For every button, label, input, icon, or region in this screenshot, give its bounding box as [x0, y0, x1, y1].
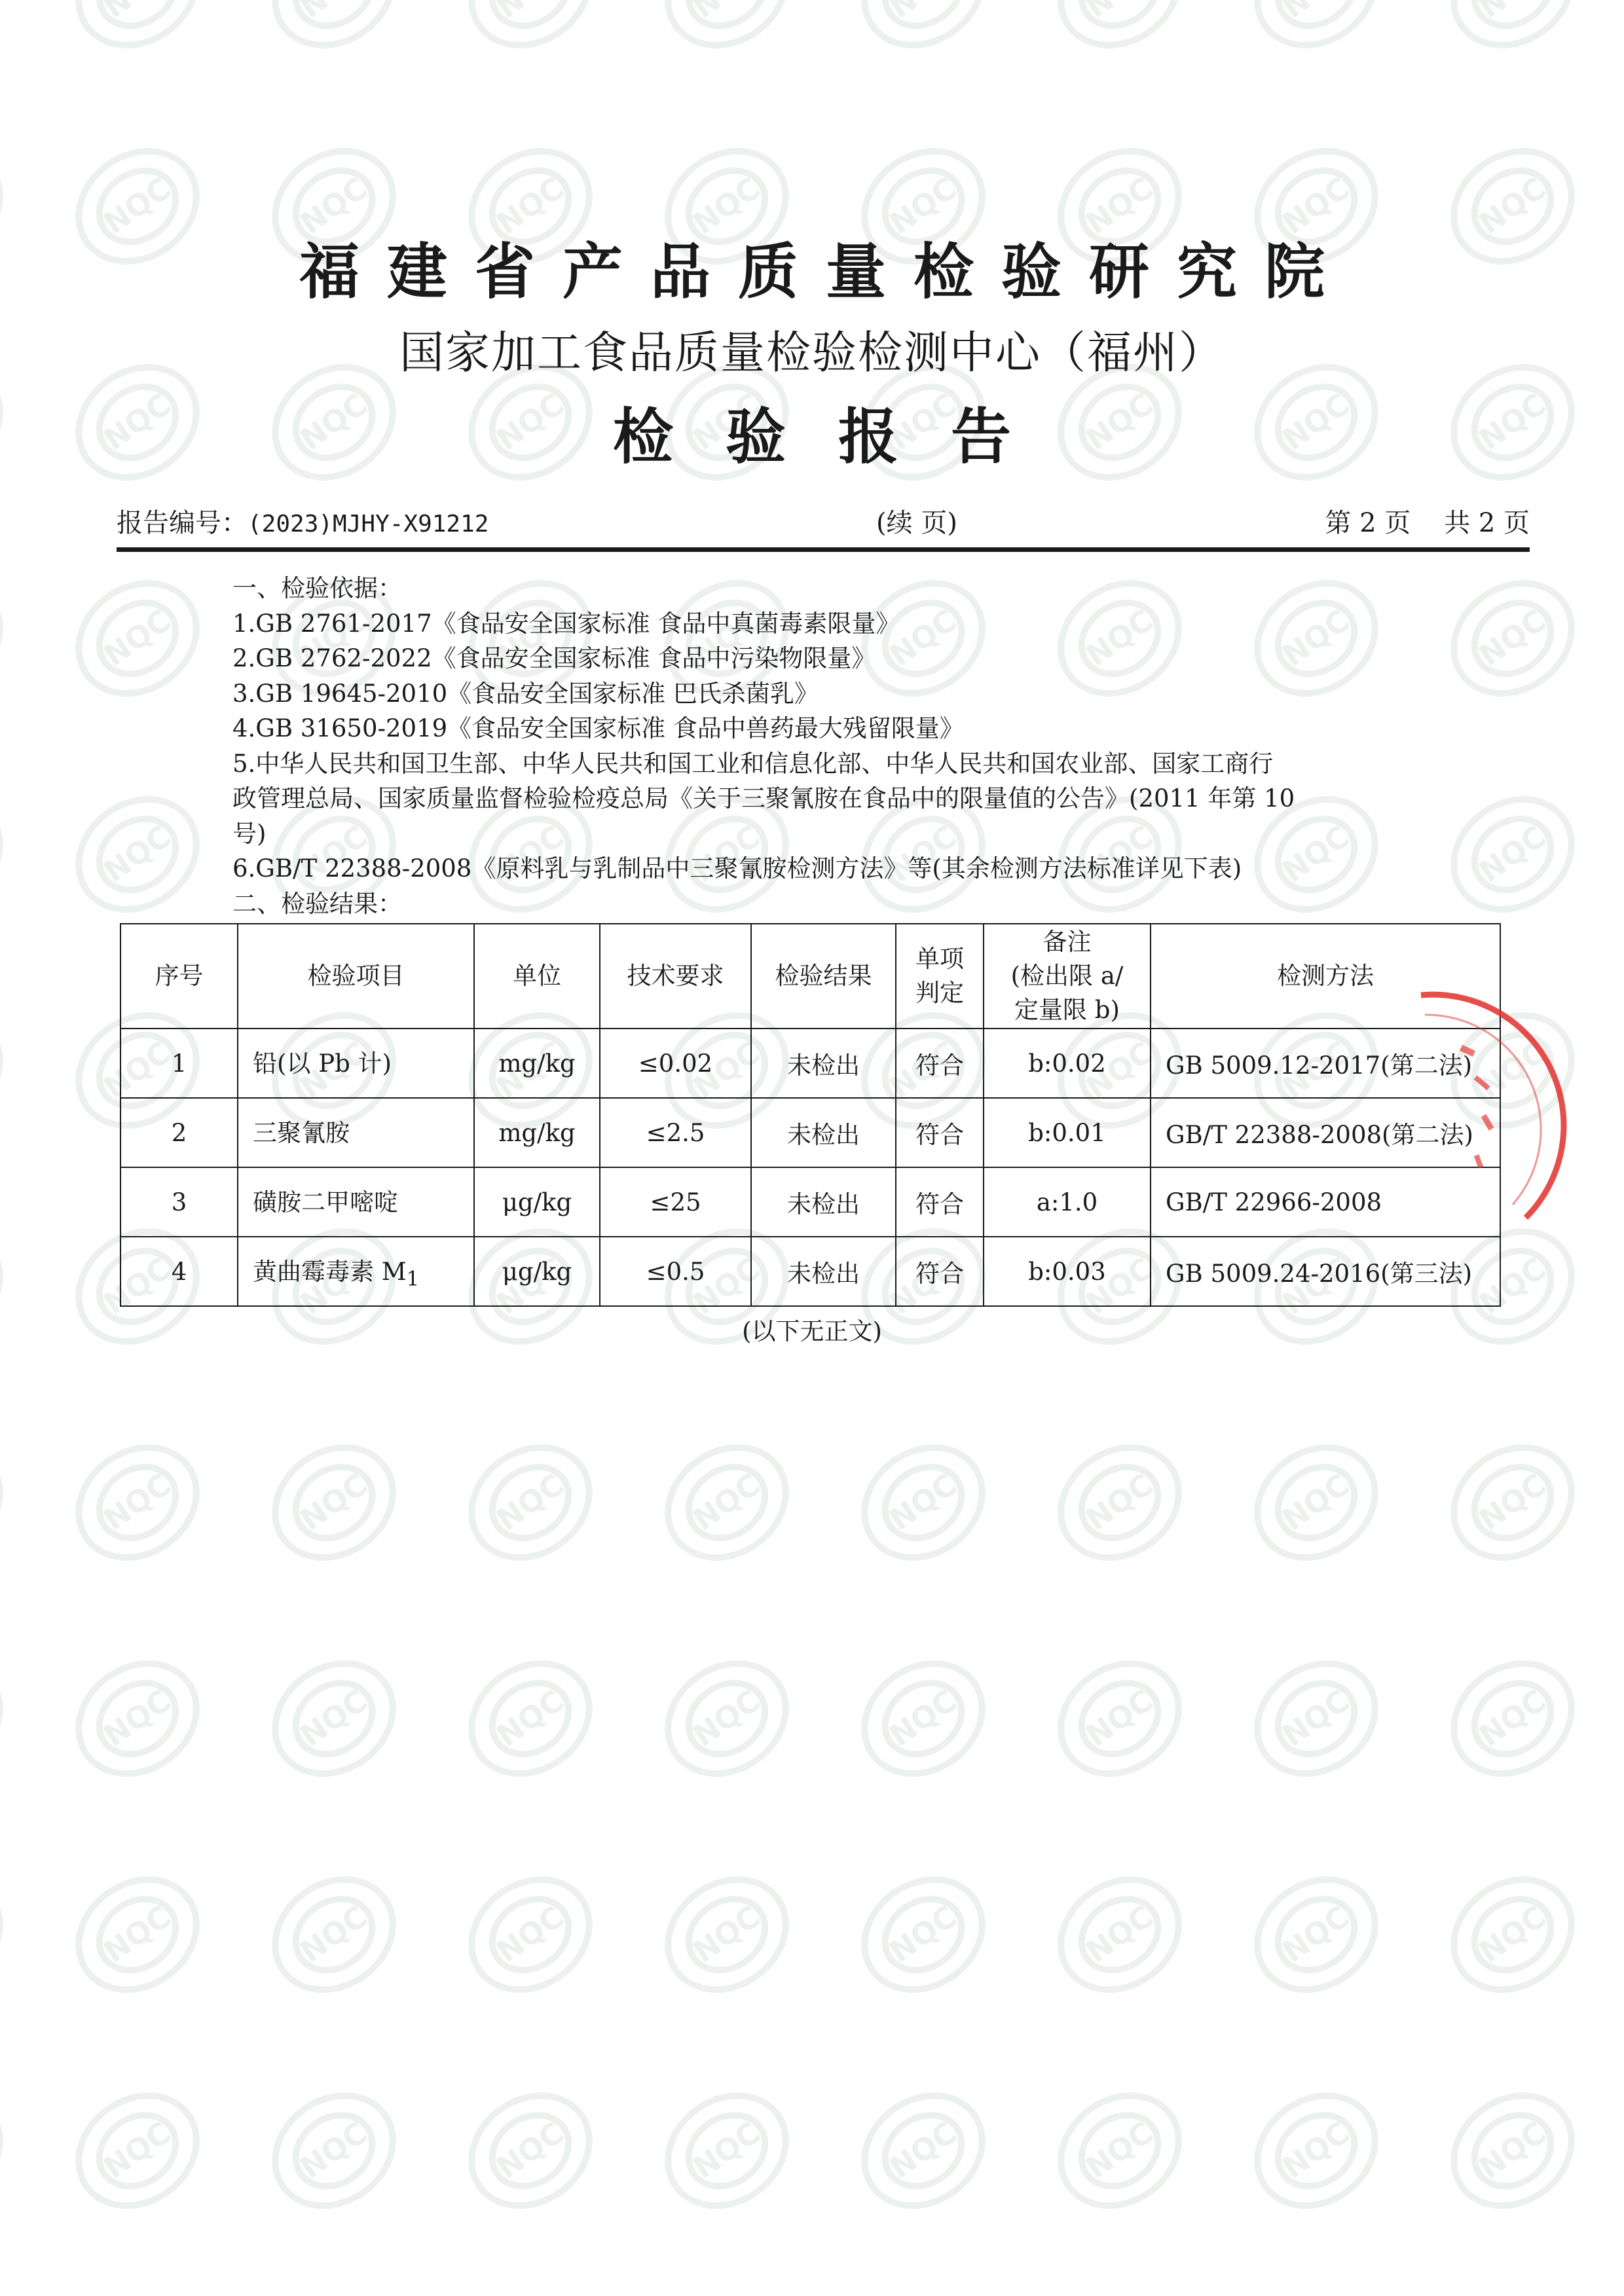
basis-item: 号): [232, 819, 267, 848]
cell-remark: b:0.03: [984, 1237, 1151, 1306]
cell-remark: b:0.01: [984, 1098, 1151, 1167]
header-remark: [984, 924, 1151, 1029]
header-method: 检测方法: [1151, 924, 1500, 1029]
results-table: [120, 923, 1501, 1307]
header-remark-line1: 备注: [1043, 928, 1092, 956]
header-remark-line3: 定量限 b): [1014, 996, 1120, 1024]
cell-item-text: 黄曲霉毒素 M: [253, 1258, 407, 1286]
report-info-row: [117, 504, 1530, 542]
institute-name: 福建省产品质量检验研究院: [299, 236, 1352, 307]
cell-no: 4: [120, 1237, 238, 1306]
cell-remark: a:1.0: [984, 1167, 1151, 1237]
header-remark-line2: (检出限 a/: [1010, 962, 1124, 990]
cell-item-text: 磺胺二甲嘧啶: [253, 1188, 398, 1217]
cell-item: [238, 1029, 474, 1098]
table-row: [120, 1029, 1500, 1098]
cell-item: [238, 1167, 474, 1237]
page-current: 第 2 页: [1325, 508, 1411, 538]
cell-no: 3: [120, 1167, 238, 1237]
basis-item: 5.中华人民共和国卫生部、中华人民共和国工业和信息化部、中华人民共和国农业部、国家工商行: [232, 749, 1274, 778]
basis-item: 1.GB 2761-2017《食品安全国家标准 食品中真菌毒素限量》: [232, 609, 900, 638]
cell-result: 未检出: [751, 1237, 896, 1306]
basis-item: 政管理总局、国家质量监督检验检疫总局《关于三聚氰胺在食品中的限量值的公告》(2011 年第 10: [232, 784, 1295, 812]
cell-unit: μg/kg: [474, 1237, 600, 1306]
header-item: 检验项目: [238, 924, 474, 1029]
cell-unit: mg/kg: [474, 1029, 600, 1098]
report-number-value: (2023)MJHY-X91212: [248, 511, 489, 538]
header-no: 序号: [120, 924, 238, 1029]
cell-requirement: ≤0.02: [600, 1029, 751, 1098]
official-seal-stamp: [1382, 969, 1578, 1244]
cell-result: 未检出: [751, 1029, 896, 1098]
header-judgment-line1: 单项: [915, 945, 964, 973]
cell-item: [238, 1237, 474, 1306]
cell-result: 未检出: [751, 1167, 896, 1237]
cell-item: [238, 1098, 474, 1167]
table-header-row: [120, 924, 1500, 1029]
table-row: [120, 1237, 1500, 1306]
basis-item: 6.GB/T 22388-2008《原料乳与乳制品中三聚氰胺检测方法》等(其余检测方法标准详见下表): [232, 854, 1242, 883]
cell-unit: μg/kg: [474, 1167, 600, 1237]
cell-judgment: 符合: [896, 1098, 984, 1167]
cell-requirement: ≤2.5: [600, 1098, 751, 1167]
basis-heading: 一、检验依据：: [232, 574, 402, 602]
center-name: 国家加工食品质量检验检测中心（福州）: [399, 327, 1225, 379]
table-row: [120, 1167, 1500, 1237]
end-of-text-note: (以下无正文): [742, 1317, 882, 1345]
cell-unit: mg/kg: [474, 1098, 600, 1167]
cell-item-sub: 1: [406, 1267, 420, 1291]
header-judgment: [896, 924, 984, 1029]
report-number-label: 报告编号：: [117, 508, 248, 538]
report-number: [117, 504, 489, 543]
basis-item: 4.GB 31650-2019《食品安全国家标准 食品中兽药最大残留限量》: [232, 714, 964, 742]
header-requirement: 技术要求: [600, 924, 751, 1029]
cell-no: 1: [120, 1029, 238, 1098]
cell-method: GB 5009.12-2017(第二法): [1151, 1029, 1500, 1098]
continuation-label: (续 页): [876, 508, 957, 538]
page-total: 共 2 页: [1444, 508, 1530, 538]
cell-item-text: 铅(以 Pb 计): [253, 1049, 392, 1078]
cell-result: 未检出: [751, 1098, 896, 1167]
cell-item-text: 三聚氰胺: [253, 1119, 350, 1148]
basis-item: 2.GB 2762-2022《食品安全国家标准 食品中污染物限量》: [232, 644, 876, 672]
cell-remark: b:0.02: [984, 1029, 1151, 1098]
cell-no: 2: [120, 1098, 238, 1167]
cell-requirement: ≤0.5: [600, 1237, 751, 1306]
page-indicator: [1325, 504, 1530, 542]
header-divider: [117, 547, 1530, 552]
report-title: 检验报告: [612, 401, 1063, 472]
cell-method: GB/T 22966-2008: [1151, 1167, 1500, 1237]
header-unit: 单位: [474, 924, 600, 1029]
inspection-basis: [232, 571, 1392, 921]
results-heading: 二、检验结果：: [232, 889, 402, 918]
cell-method: GB 5009.24-2016(第三法): [1151, 1237, 1500, 1306]
cell-judgment: 符合: [896, 1029, 984, 1098]
basis-item: 3.GB 19645-2010《食品安全国家标准 巴氏杀菌乳》: [232, 679, 819, 708]
header-result: 检验结果: [751, 924, 896, 1029]
header-judgment-line2: 判定: [915, 979, 964, 1007]
cell-judgment: 符合: [896, 1237, 984, 1306]
cell-method: GB/T 22388-2008(第二法): [1151, 1098, 1500, 1167]
cell-requirement: ≤25: [600, 1167, 751, 1237]
cell-judgment: 符合: [896, 1167, 984, 1237]
table-row: [120, 1098, 1500, 1167]
